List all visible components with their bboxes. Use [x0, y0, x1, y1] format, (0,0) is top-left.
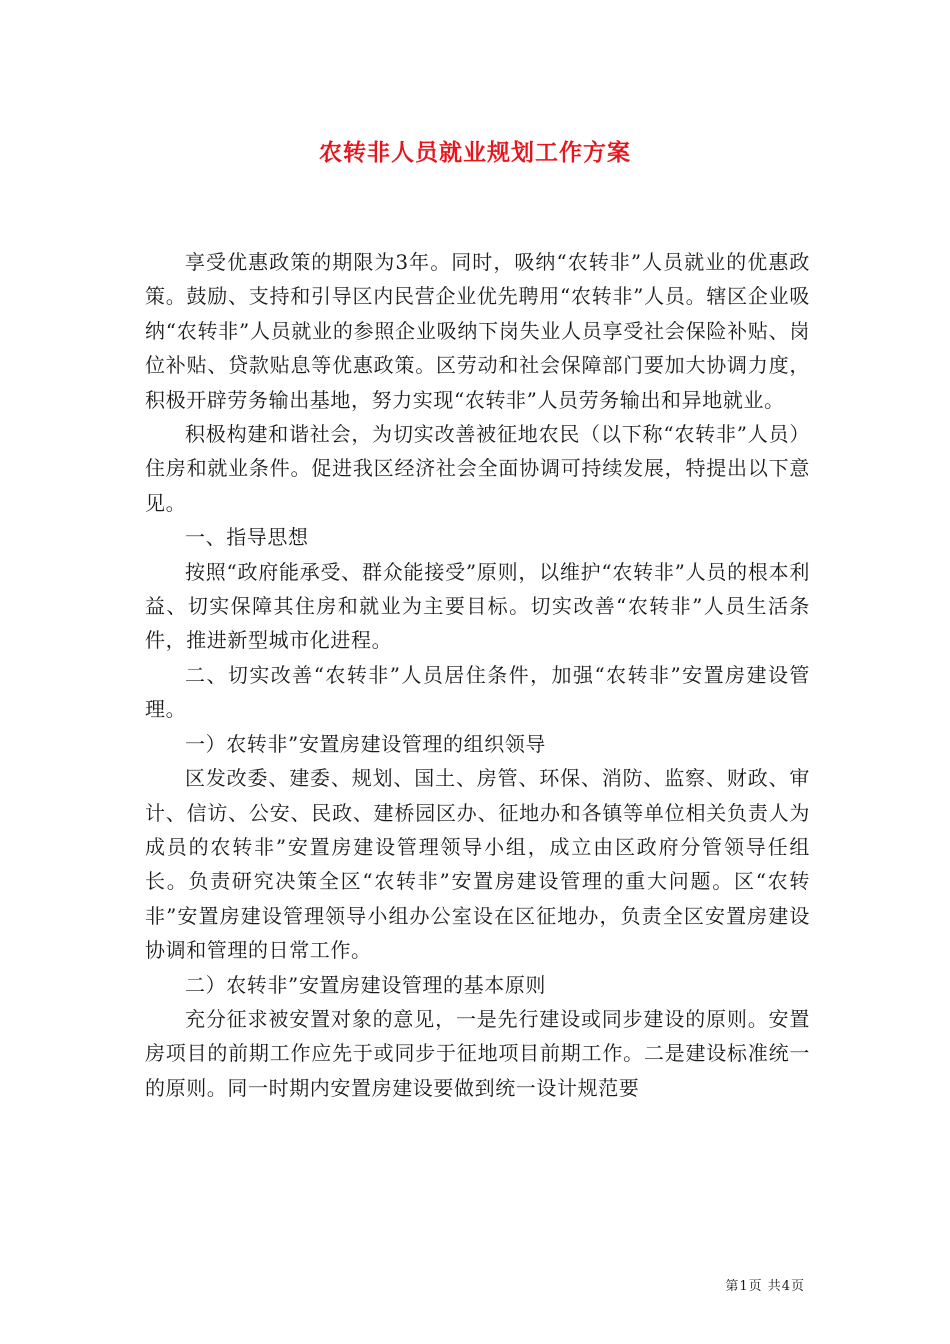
section-heading: 一、指导思想 [185, 525, 309, 550]
page-number: 第1页 共4页 [725, 1279, 805, 1294]
document-body [145, 245, 810, 1105]
document-title: 农转非人员就业规划工作方案 [319, 139, 631, 166]
section-heading: 二、切实改善“农转非”人员居住条件，加强“农转非”安置房建设管理。 [145, 662, 810, 722]
subsection-heading: 二）农转非”安置房建设管理的基本原则 [185, 972, 547, 997]
paragraph: 充分征求被安置对象的意见，一是先行建设或同步建设的原则。安置房项目的前期工作应先于或同步于征地项目前期工作。二是建设标准统一的原则。同一时期内安置房建设要做到统一设计规范要 [145, 1006, 810, 1100]
paragraph: 享受优惠政策的期限为3年。同时，吸纳“农转非”人员就业的优惠政策。鼓励、支持和引导区内民营企业优先聘用“农转非”人员。辖区企业吸纳“农转非”人员就业的参照企业吸纳下岗失业人员享受社会保险补贴、岗位补贴、贷款贴息等优惠政策。区劳动和社会保障部门要加大协调力度，积极开辟劳务输出基地，努力实现“农转非”人员劳务输出和异地就业。 [145, 250, 810, 412]
subsection-heading: 一）农转非”安置房建设管理的组织领导 [185, 731, 547, 756]
paragraph: 按照“政府能承受、群众能接受”原则，以维护“农转非”人员的根本利益、切实保障其住房和就业为主要目标。切实改善“农转非”人员生活条件，推进新型城市化进程。 [145, 559, 810, 653]
paragraph: 积极构建和谐社会，为切实改善被征地农民（以下称“农转非”人员）住房和就业条件。促进我区经济社会全面协调可持续发展，特提出以下意见。 [145, 422, 810, 515]
paragraph: 区发改委、建委、规划、国土、房管、环保、消防、监察、财政、审计、信访、公安、民政、建桥园区办、征地办和各镇等单位相关负责人为成员的农转非”安置房建设管理领导小组，成立由区政府分管领导任组长。负责研究决策全区“农转非”安置房建设管理的重大问题。区“农转非”安置房建设管理领导小组办公室设在区征地办，负责全区安置房建设协调和管理的日常工作。 [145, 766, 810, 963]
